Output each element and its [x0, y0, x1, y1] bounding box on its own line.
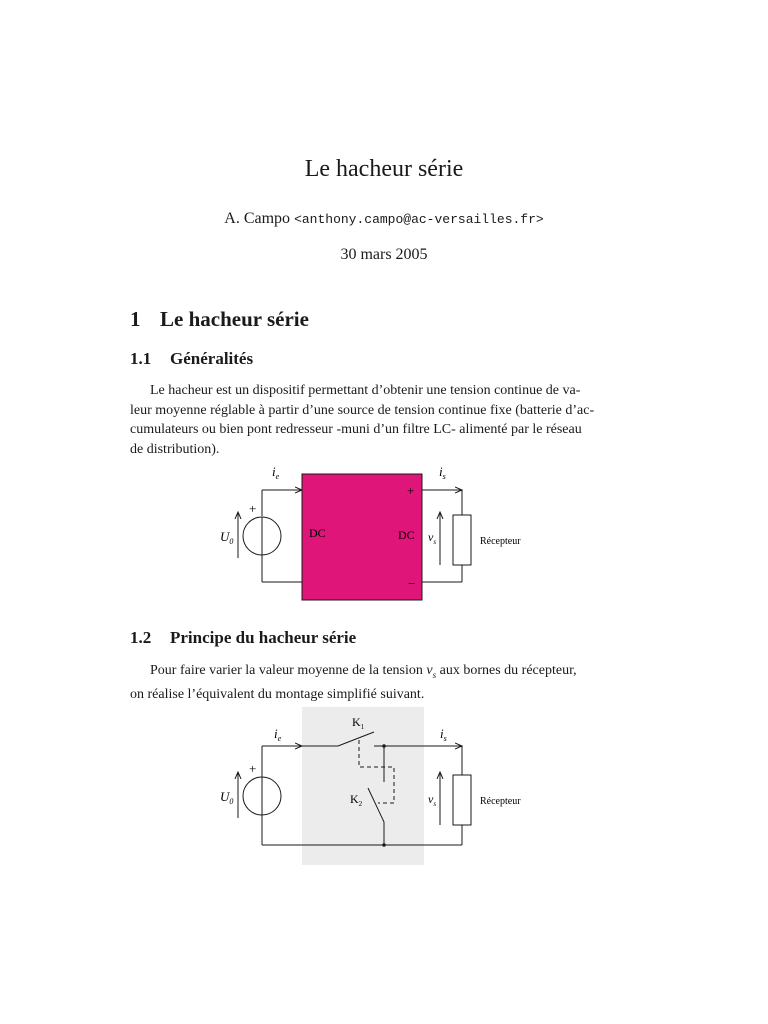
label-source-plus: + [249, 761, 257, 776]
label-recepteur: Récepteur [480, 796, 521, 807]
section-title: Le hacheur série [160, 307, 309, 331]
author-name: A. Campo [224, 210, 291, 227]
paragraph-line: on réalise l’équivalent du montage simplifié suivant. [130, 687, 425, 703]
label-block-plus: + [407, 483, 415, 498]
document-date: 30 mars 2005 [340, 246, 428, 263]
label-ie: $i_e$ [272, 464, 280, 481]
label-is: $i_s$ [439, 464, 446, 481]
label-vs: $v_s$ [428, 530, 437, 546]
subsection-number: 1.1 [130, 349, 152, 368]
subsection-title: Généralités [170, 349, 254, 368]
paragraph-line: Le hacheur est un dispositif permettant d’obtenir une tension continue de va- [150, 383, 581, 398]
label-is: $i_s$ [440, 726, 447, 743]
load-resistor-icon [453, 775, 471, 825]
paragraph-line: Pour faire varier la valeur moyenne de la tension $v_s$ aux bornes du récepteur, [150, 663, 577, 680]
label-source-plus: + [249, 501, 257, 516]
label-k1: $K_1$ [352, 715, 365, 731]
subsection-title: Principe du hacheur série [170, 628, 357, 647]
paragraph-line: leur moyenne réglable à partir d’une source de tension continue fixe (batterie d’ac- [130, 402, 595, 418]
section-number: 1 [130, 307, 141, 331]
label-dc-left: DC [309, 526, 326, 540]
label-ie: $i_e$ [274, 726, 282, 743]
label-dc-right: DC [398, 528, 415, 542]
label-block-minus: − [408, 576, 416, 591]
author-email[interactable]: <anthony.campo@ac-versailles.fr> [294, 212, 544, 227]
label-recepteur: Récepteur [480, 536, 521, 547]
document-title: Le hacheur série [304, 156, 464, 182]
paragraph-line: de distribution). [130, 441, 220, 457]
subsection-number: 1.2 [130, 628, 152, 647]
label-vs: $v_s$ [428, 792, 437, 808]
label-k2: $K_2$ [350, 792, 363, 808]
label-u0: $U_0$ [220, 529, 234, 546]
label-u0: $U_0$ [220, 789, 234, 806]
paragraph-line: cumulateurs ou bien pont redresseur -muni d’un filtre LC- alimenté par le réseau [130, 422, 582, 437]
